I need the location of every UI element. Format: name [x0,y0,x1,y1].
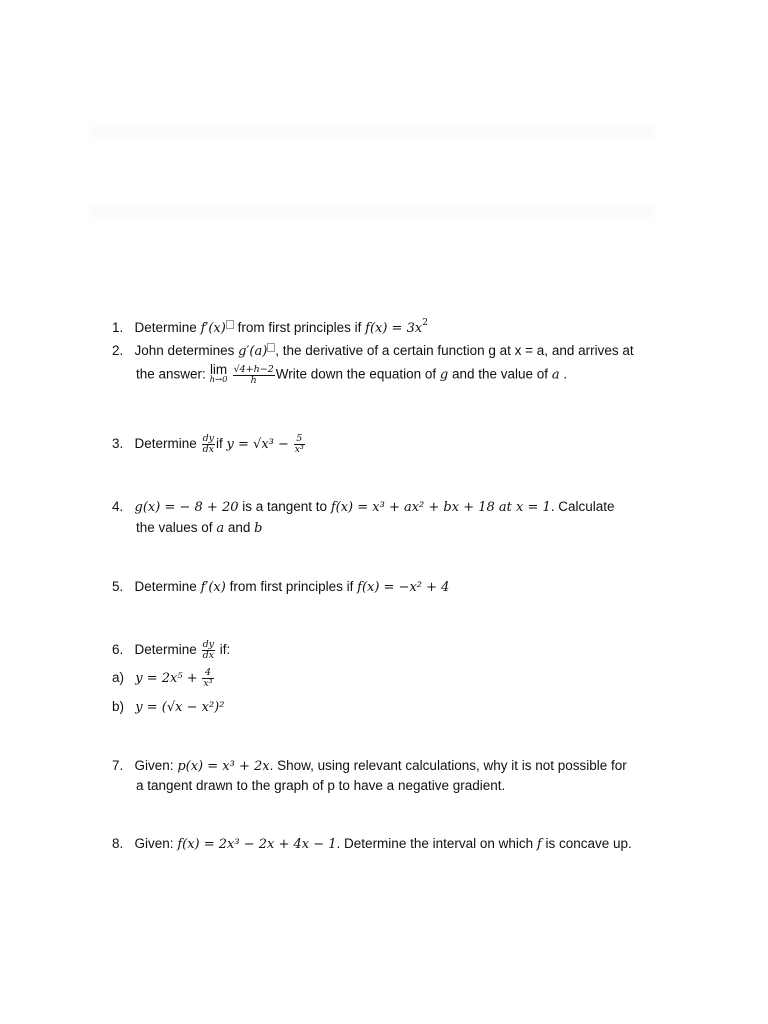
question-number: 7. [112,758,124,773]
question-7 [112,756,627,777]
exponent: 2 [422,318,428,328]
derivative-fraction: $\frac{dy}{dx}$ [202,639,215,661]
math-expression: f′(x) [200,321,226,336]
question-3 [112,434,306,455]
question-text: from first principles if [229,579,354,594]
math-variable: a [551,367,560,383]
question-number: 6. [112,642,124,658]
math-expression: y = √x³ − [226,437,289,453]
math-fraction: $\frac{5}{\text{x³}}$ [294,433,304,455]
math-fraction: $\frac{4}{\text{x³}}$ [203,667,213,689]
question-text: , the derivative of a certain function g at x = a, and arrives at [275,343,634,358]
math-expression: g(x) = − 8 + 20 [134,500,239,515]
question-text: and [227,520,251,535]
question-number: 4. [112,499,124,514]
question-text: is concave up. [545,836,632,851]
question-6 [112,640,230,661]
question-text: . Determine the interval on which [336,836,534,851]
question-text: Determine [134,436,197,452]
question-text: Given: [134,836,174,851]
faint-artifact-2 [90,205,655,217]
question-number: 5. [112,579,124,594]
derivative-fraction: $\frac{dy}{dx}$ [202,433,215,455]
math-expression: f(x) = 2x³ − 2x + 4x − 1 [177,837,337,852]
question-number: 3. [112,436,124,452]
math-expression: f(x) = 3x [365,321,423,336]
question-text: the answer: [136,366,206,382]
question-text: Given: [134,758,174,773]
question-text: Determine [134,320,197,335]
question-text: . Calculate [550,499,615,514]
question-number: 1. [112,320,124,335]
question-4-line-2 [136,518,262,539]
sub-question-label: a) [112,670,125,686]
math-expression: p(x) = x³ + 2x [177,759,270,774]
question-text: if [216,436,223,452]
math-expression: f(x) = x³ + ax² + bx + 18 at x = 1 [330,500,551,515]
punctuation: . [563,366,568,382]
question-1 [112,318,428,339]
question-text: from first principles if [237,320,362,335]
question-text: if: [219,642,231,658]
question-text: John determines [134,343,235,358]
question-6a [112,668,215,689]
question-text: Write down the equation of [275,366,437,382]
math-expression: f′(x) [200,580,226,595]
faint-artifact-1 [90,126,655,138]
question-text: a tangent drawn to the graph of p to have a negative gradient. [136,778,506,793]
question-number: 2. [112,343,124,358]
math-variable: a [216,521,225,536]
question-text: the values of [136,520,213,535]
question-4 [112,497,615,518]
math-expression: y = 2x⁵ + [135,671,198,687]
question-number: 8. [112,836,124,851]
math-expression: f(x) = −x² + 4 [357,580,450,595]
limit-fraction: $\frac{√4+h-2}{h}$ [233,363,274,386]
question-text: . Show, using relevant calculations, why it is not possible for [269,758,627,773]
question-8 [112,834,632,855]
sub-question-label: b) [112,699,125,714]
math-variable: g [439,367,449,383]
question-5 [112,577,449,598]
placeholder-box-icon [226,320,234,329]
math-variable: b [254,521,263,536]
math-expression: g′(a) [238,344,268,359]
question-text: Determine [134,579,197,594]
question-text: is a tangent to [242,499,328,514]
math-variable: f [536,837,542,852]
question-text: Determine [134,642,197,658]
question-text: and the value of [451,366,549,382]
question-6b [112,697,224,718]
question-2-line-2 [136,364,567,386]
question-7-line-2 [136,776,505,796]
question-2 [112,341,634,362]
limit-expression: lim h→0 [209,362,228,385]
math-expression: y = (√x − x²)² [135,700,225,715]
